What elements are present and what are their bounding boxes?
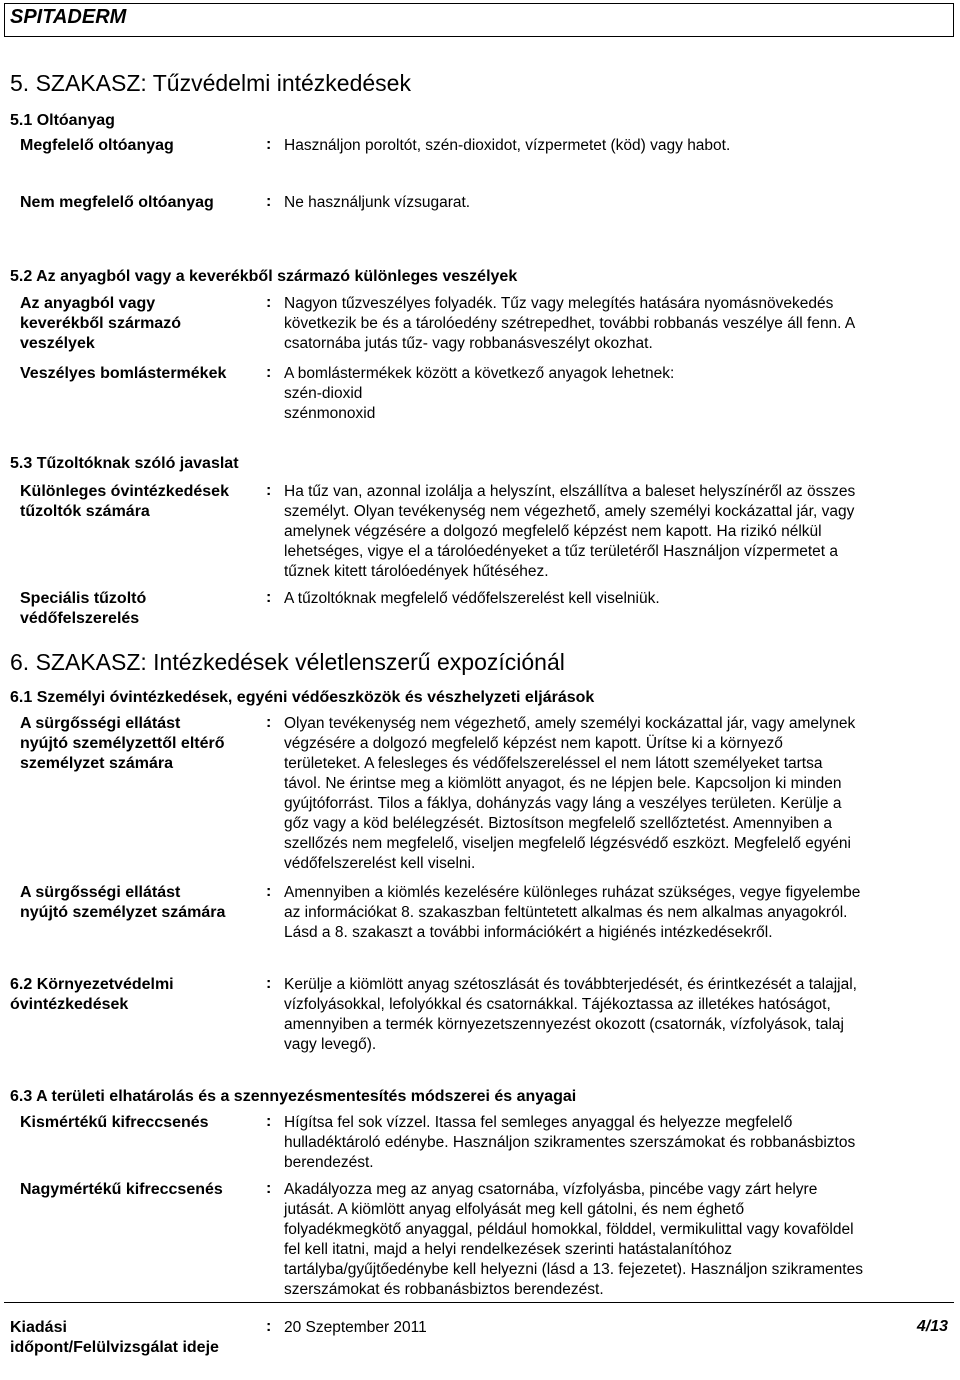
section-5-title: 5. SZAKASZ: Tűzvédelmi intézkedések — [10, 70, 411, 96]
non-emergency-personnel-value: Olyan tevékenység nem végezhető, amely személyi kockázattal jár, vagy amelynek végzésére a dolgozó megfelelő képzést nem kapott. Ürítse ki a környező területeket. A felesleges és védőfelszereléssel el nem látott személyeket tartsa távol. Ne érintse meg a kiömlött anyagot, és ne lépjen bele. Kapcsoljon ki minden gyújtóforrást. Tilos a fáklya, dohányzás vagy láng a veszélyes területen. Kerülje a gőz vagy a köd belélegzését. Biztosítson megfelelő szellőztetést. Amennyiben a szellőzés nem megfelelő, viseljen megfelelő légzésvédő eszközt. Megfelelő egyéni védőfelszerelést kell viselni. — [284, 715, 856, 872]
section-6-1-title: 6.1 Személyi óvintézkedések, egyéni védőeszközök és vészhelyzeti eljárások — [10, 689, 595, 706]
environmental-precautions-value: Kerülje a kiömlött anyag szétoszlását és továbbterjedését, és érintkezését a talajjal, vízfolyásokkal, lefolyókkal és csatornákkal. Tájékoztassa az illetékes hatóságot, amennyiben a termék környezetszennyezést okozott (csatornák, vízfolyások, talaj vagy levegő). — [284, 976, 857, 1053]
firefighter-precautions-value: Ha tűz van, azonnal izolálja a helyszínt, elszállítva a baleset helyszínéről az összes személyt. Olyan tevékenység nem végezhető, amely személyi kockázattal jár, vagy amelynek végzésére a dolgozó megfelelő képzést nem kapott. Ha rizikó nélkül lehetséges, vigye el a tárolóedényeket a tűz területéről Használjon vízpermetet a tűznek kitett tárolóedények hűtéséhez. — [284, 483, 856, 580]
small-spill-value: Hígítsa fel sok vízzel. Itassa fel semleges anyaggal és helyezze megfelelő hulladéktároló edénybe. Használjon szikramentes szerszámokat és robbanásbiztos berendezést. — [284, 1114, 856, 1171]
section-6-3-title: 6.3 A területi elhatárolás és a szennyezésmentesítés módszerei és anyagai — [10, 1088, 577, 1105]
issue-date-value: 20 Szeptember 2011 — [284, 1319, 427, 1336]
decomposition-products-label: Veszélyes bomlástermékek — [20, 365, 227, 382]
section-5-1-title: 5.1 Oltóanyag — [10, 112, 115, 129]
separator-colon: : — [266, 714, 272, 731]
small-spill-label: Kismértékű kifreccsenés — [20, 1114, 209, 1131]
suitable-media-value: Használjon poroltót, szén-dioxidot, vízpermetet (köd) vagy habot. — [284, 137, 731, 154]
suitable-media-label: Megfelelő oltóanyag — [20, 137, 174, 154]
decomposition-products-value: A bomlástermékek között a következő anyagok lehetnek: szén-dioxid szénmonoxid — [284, 365, 675, 422]
separator-colon: : — [266, 1318, 272, 1335]
separator-colon: : — [266, 482, 272, 499]
separator-colon: : — [266, 364, 272, 381]
firefighter-precautions-label: Különleges óvintézkedések tűzoltók számára — [20, 483, 229, 520]
separator-colon: : — [266, 1113, 272, 1130]
unsuitable-media-value: Ne használjunk vízsugarat. — [284, 194, 471, 211]
document-title: SPITADERM — [10, 6, 127, 28]
separator-colon: : — [266, 975, 272, 992]
footer-divider — [4, 1302, 954, 1303]
large-spill-label: Nagymértékű kifreccsenés — [20, 1181, 223, 1198]
section-6-title: 6. SZAKASZ: Intézkedések véletlenszerű expozíciónál — [10, 649, 565, 675]
page-number: 4/13 — [916, 1318, 948, 1335]
section-5-2-title: 5.2 Az anyagból vagy a keverékből származó különleges veszélyek — [10, 268, 518, 285]
emergency-responders-label: A sürgősségi ellátást nyújtó személyzet számára — [20, 884, 226, 921]
separator-colon: : — [266, 589, 272, 606]
separator-colon: : — [266, 883, 272, 900]
large-spill-value: Akadályozza meg az anyag csatornába, vízfolyásba, pincébe vagy zárt helyre jutását. A kiömlött anyag elfolyását meg kell gátolni, és nem éghető folyadékmegkötő anyaggal, például homokkal, földdel, vermikulittal vagy kovaföldel fel kell itatni, majd a helyi rendelkezések szerinti hatástalanítóhoz tartályba/gyűjtőedénybe kell helyezni (lásd a 13. fejezetet). Használjon szikramentes szerszámokat és robbanásbiztos berendezést. — [284, 1181, 863, 1298]
separator-colon: : — [266, 193, 272, 210]
protective-equipment-value: A tűzoltóknak megfelelő védőfelszerelést kell viselniük. — [284, 590, 660, 607]
emergency-responders-value: Amennyiben a kiömlés kezelésére különleges ruházat szükséges, vegye figyelembe az információkat 8. szakaszban feltüntetett alkalmas és nem alkalmas anyagokról. Lásd a 8. szakaszt a további információkért a higiénés intézkedésekről. — [284, 884, 861, 941]
non-emergency-personnel-label: A sürgősségi ellátást nyújtó személyzettől eltérő személyzet számára — [20, 715, 225, 772]
separator-colon: : — [266, 1180, 272, 1197]
separator-colon: : — [266, 136, 272, 153]
header-box — [4, 3, 954, 37]
protective-equipment-label: Speciális tűzoltó védőfelszerelés — [20, 590, 147, 627]
specific-hazards-value: Nagyon tűzveszélyes folyadék. Tűz vagy melegítés hatására nyomásnövekedés következik be és a tárolóedény szétrepedhet, további robbanás veszélye áll fenn. A csatornába jutás tűz- vagy robbanásveszélyt okozhat. — [284, 295, 856, 352]
specific-hazards-label: Az anyagból vagy keverékből származó veszélyek — [20, 295, 181, 352]
unsuitable-media-label: Nem megfelelő oltóanyag — [20, 194, 214, 211]
section-5-3-title: 5.3 Tűzoltóknak szóló javaslat — [10, 455, 239, 472]
environmental-precautions-label: 6.2 Környezetvédelmi óvintézkedések — [10, 976, 174, 1013]
issue-date-label: Kiadási időpont/Felülvizsgálat ideje — [10, 1319, 219, 1356]
separator-colon: : — [266, 294, 272, 311]
